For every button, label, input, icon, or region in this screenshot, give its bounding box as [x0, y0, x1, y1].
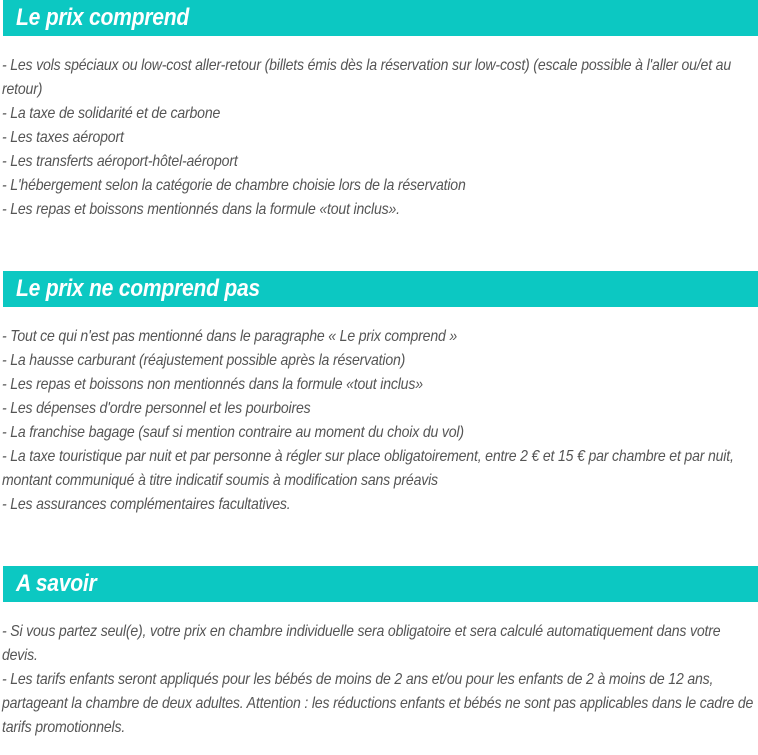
section-header-good-to-know — [3, 566, 758, 602]
section-header-price-excludes — [3, 271, 758, 307]
list-item: - Tout ce qui n'est pas mentionné dans le paragraphe « Le prix comprend » — [2, 328, 458, 345]
section-title: Le prix ne comprend pas — [16, 275, 260, 302]
list-item: - Les tarifs enfants seront appliqués pour les bébés de moins de 2 ans et/ou pour les enfants de 2 à moins de 12 ans, partageant la chambre de deux adultes. Attention : les réductions enfants et bébés ne sont pas applicables dans le cadre de tarifs promotionnels. — [2, 671, 754, 736]
list-item: - Les transferts aéroport-hôtel-aéroport — [2, 153, 238, 170]
list-item: - La taxe de solidarité et de carbone — [2, 105, 221, 122]
list-item: - La franchise bagage (sauf si mention contraire au moment du choix du vol) — [2, 424, 464, 441]
list-item: - Les taxes aéroport — [2, 129, 124, 146]
section-title: Le prix comprend — [16, 4, 189, 31]
list-item: - Les dépenses d'ordre personnel et les pourboires — [2, 400, 311, 417]
list-item: - Si vous partez seul(e), votre prix en chambre individuelle sera obligatoire et sera calculé automatiquement dans votre devis. — [2, 623, 721, 664]
list-item: - Les assurances complémentaires facultatives. — [2, 496, 291, 513]
list-item: - L'hébergement selon la catégorie de chambre choisie lors de la réservation — [2, 177, 466, 194]
section-title: A savoir — [16, 570, 97, 597]
section-good-to-know — [0, 566, 758, 740]
list-item: - La hausse carburant (réajustement possible après la réservation) — [2, 352, 406, 369]
list-item: - Les repas et boissons mentionnés dans la formule «tout inclus». — [2, 201, 400, 218]
section-body-price-excludes — [0, 307, 758, 517]
list-item: - Les vols spéciaux ou low-cost aller-retour (billets émis dès la réservation sur low-cost) (escale possible à l'aller ou/et au retour) — [2, 57, 731, 98]
list-item: - La taxe touristique par nuit et par personne à régler sur place obligatoirement, entre 2 € et 15 € par chambre et par nuit, montant communiqué à titre indicatif soumis à modification sans préavis — [2, 448, 734, 489]
section-body-good-to-know — [0, 602, 758, 740]
section-header-price-includes — [3, 0, 758, 36]
list-item: - Les repas et boissons non mentionnés dans la formule «tout inclus» — [2, 376, 423, 393]
section-price-excludes — [0, 271, 758, 517]
section-body-price-includes — [0, 36, 758, 222]
section-price-includes — [0, 0, 758, 222]
